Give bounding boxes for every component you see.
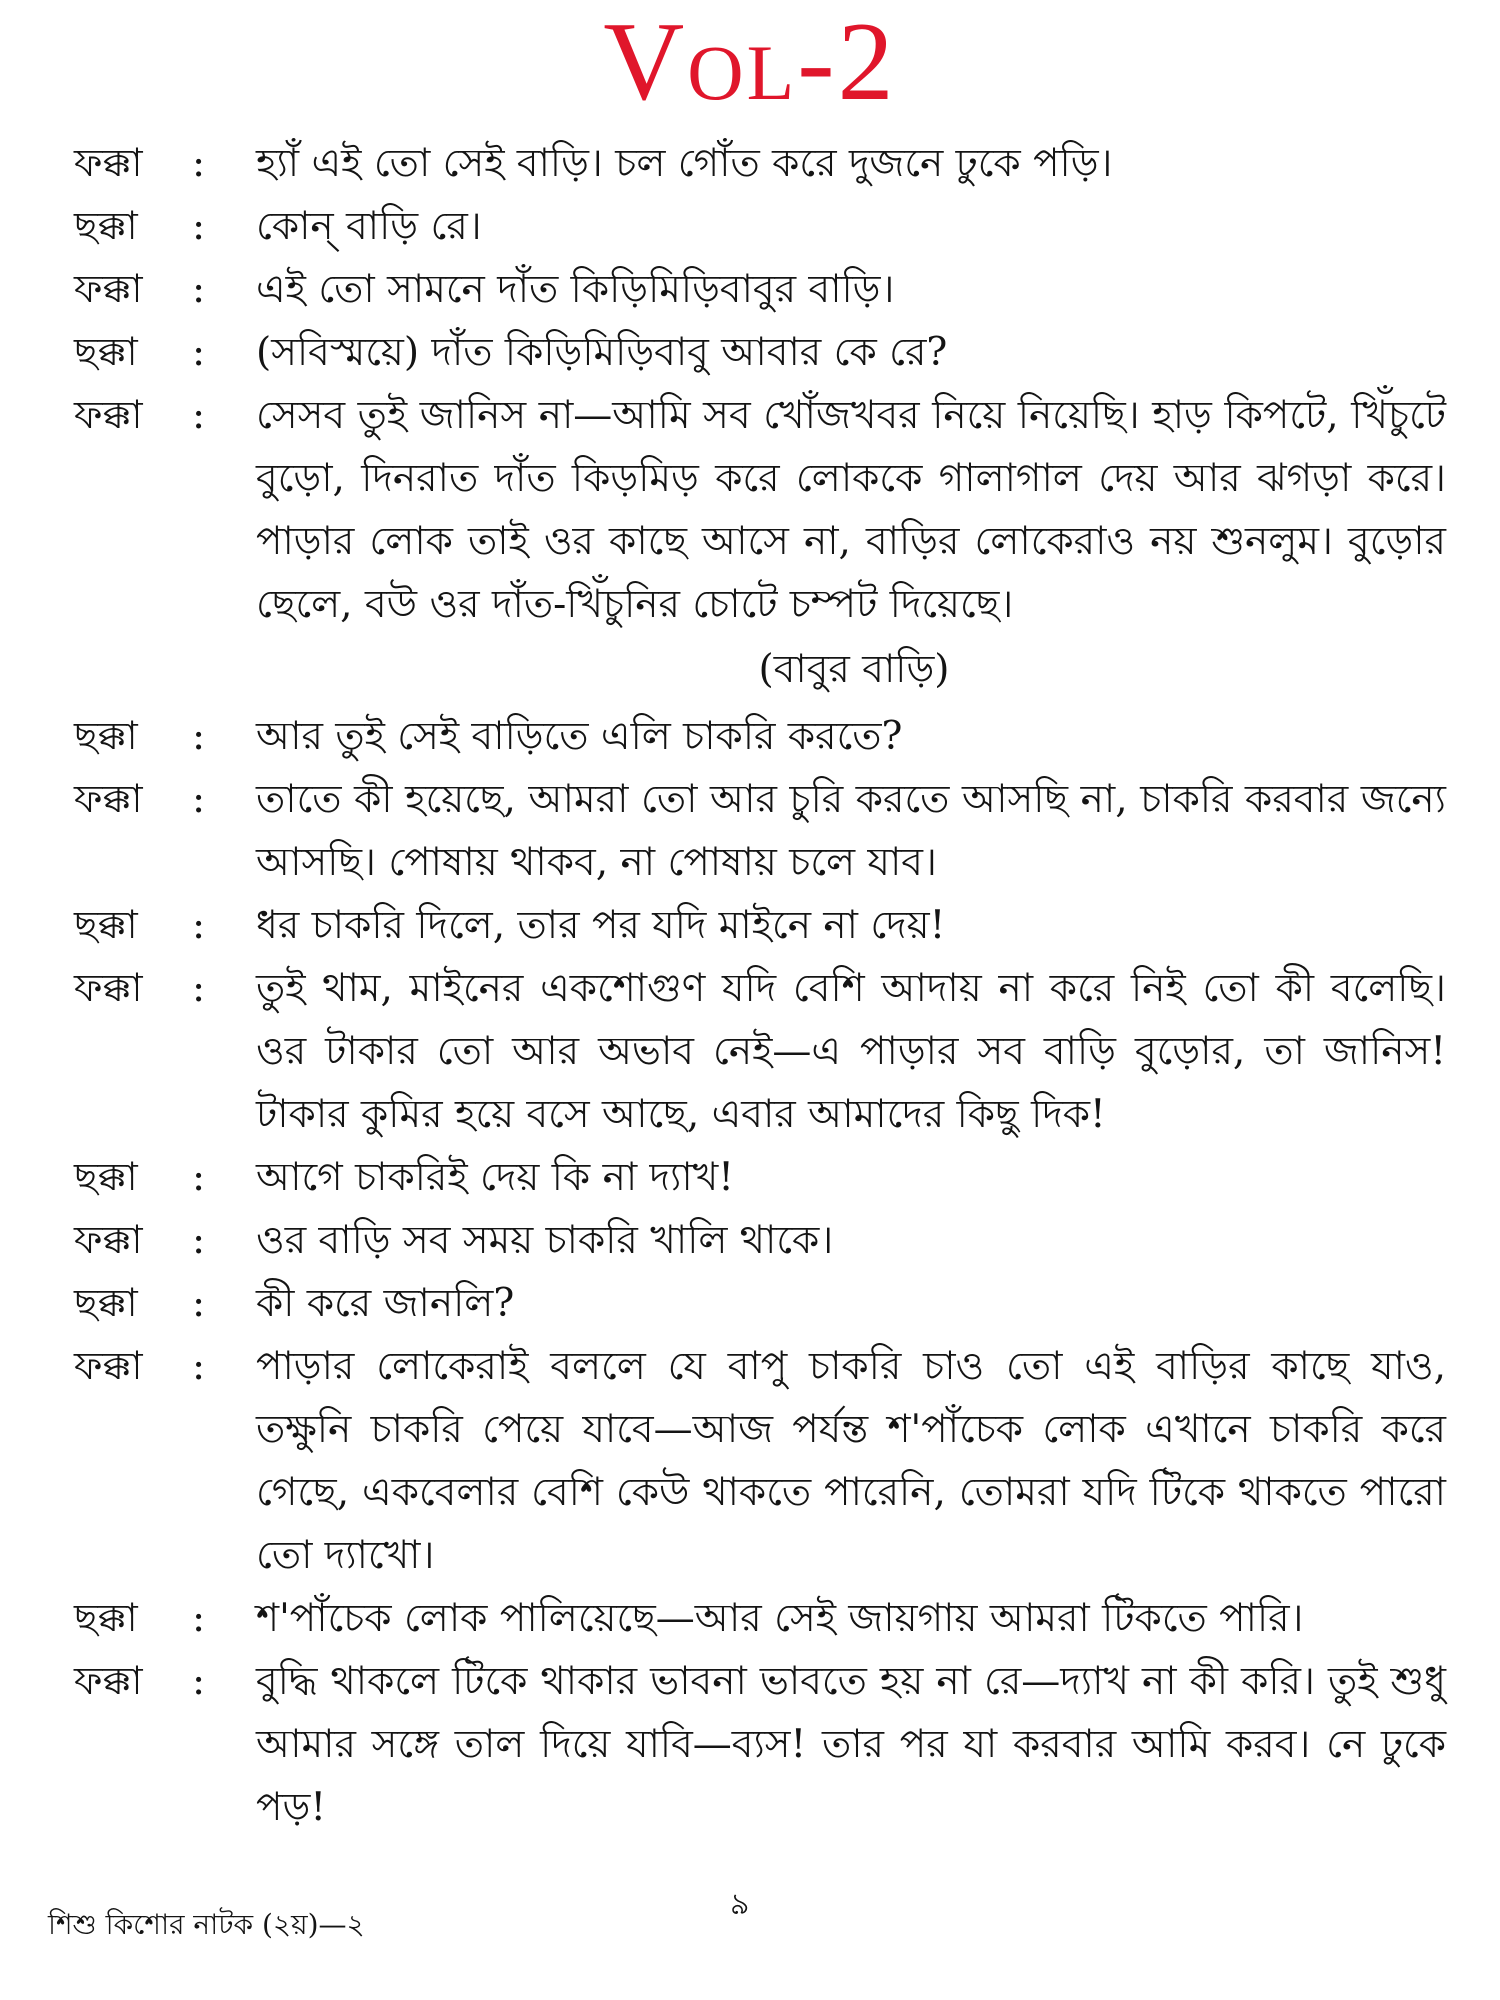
dialogue-text: সেসব তুই জানিস না—আমি সব খোঁজখবর নিয়ে নিয়েছি। হাড় কিপটে, খিঁচুটে বুড়ো, দিনরাত দাঁত কিড়মিড় করে লোককে গালাগাল দেয় আর ঝগড়া করে। পাড়ার লোক তাই ওর কাছে আসে না, বাড়ির লোকেরাও নয় শুনলুম। বুড়োর ছেলে, বউ ওর দাঁত-খিঁচুনির চোটে চম্পট দিয়েছে।: [256, 393, 1446, 627]
dialogue-line: [74, 768, 1454, 894]
speaker-name: ছক্কা: [74, 330, 138, 375]
dialogue-text: ধর চাকরি দিলে, তার পর যদি মাইনে না দেয়!: [256, 903, 946, 948]
dialogue-line: [74, 1209, 1454, 1272]
dialogue-line: [74, 1650, 1454, 1839]
speaker-name: ফক্কা: [74, 141, 143, 186]
dialogue-text: (সবিস্ময়ে) দাঁত কিড়িমিড়িবাবু আবার কে রে?: [256, 330, 948, 375]
speaker-colon: :: [192, 330, 206, 375]
dialogue-line: [74, 705, 1454, 768]
dialogue-line: [74, 258, 1454, 321]
speaker-name: ছক্কা: [74, 1281, 138, 1326]
speaker-name: ছক্কা: [74, 1155, 138, 1200]
speaker-name: ছক্কা: [74, 204, 138, 249]
book-title-footer: শিশু কিশোর নাটক (২য়)—২: [48, 1908, 365, 1941]
speaker-colon: :: [192, 267, 206, 312]
dialogue-text: তাতে কী হয়েছে, আমরা তো আর চুরি করতে আসছি না, চাকরি করবার জন্যে আসছি। পোষায় থাকব, না পোষায় চলে যাব।: [256, 777, 1446, 885]
speaker-colon: :: [192, 393, 206, 438]
speaker-name: ফক্কা: [74, 267, 143, 312]
speaker-name: ফক্কা: [74, 393, 143, 438]
dialogue-line: [74, 1272, 1454, 1335]
dialogue-line: [74, 894, 1454, 957]
dialogue-text: হ্যাঁ এই তো সেই বাড়ি। চল গোঁত করে দুজনে ঢুকে পড়ি।: [256, 141, 1113, 186]
speaker-name: ফক্কা: [74, 966, 143, 1011]
dialogue-text: ওর বাড়ি সব সময় চাকরি খালি থাকে।: [256, 1218, 834, 1263]
speaker-name: ফক্কা: [74, 777, 143, 822]
speaker-colon: :: [192, 1155, 206, 1200]
stage-direction: (বাবুর বাড়ি): [758, 647, 950, 692]
speaker-colon: :: [192, 777, 206, 822]
speaker-colon: :: [192, 1596, 206, 1641]
speaker-colon: :: [192, 966, 206, 1011]
speaker-colon: :: [192, 903, 206, 948]
speaker-colon: :: [192, 1218, 206, 1263]
dialogue-line: [74, 1146, 1454, 1209]
speaker-colon: :: [192, 141, 206, 186]
speaker-colon: :: [192, 204, 206, 249]
speaker-name: ছক্কা: [74, 903, 138, 948]
dialogue-text: শ'পাঁচেক লোক পালিয়েছে—আর সেই জায়গায় আমরা টিকতে পারি।: [256, 1596, 1304, 1641]
dialogue-text: বুদ্ধি থাকলে টিকে থাকার ভাবনা ভাবতে হয় না রে—দ্যাখ না কী করি। তুই শুধু আমার সঙ্গে তাল দিয়ে যাবি—ব্যস! তার পর যা করবার আমি করব। নে ঢুকে পড়!: [256, 1659, 1446, 1830]
dialogue-text: কী করে জানলি?: [256, 1281, 515, 1326]
speaker-colon: :: [192, 1659, 206, 1704]
speaker-name: ফক্কা: [74, 1218, 143, 1263]
speaker-name: ছক্কা: [74, 714, 138, 759]
speaker-name: ছক্কা: [74, 1596, 138, 1641]
dialogue-line: [74, 195, 1454, 258]
dialogue-line: [74, 384, 1454, 636]
dialogue-block: [74, 132, 1454, 1839]
dialogue-text: তুই থাম, মাইনের একশোগুণ যদি বেশি আদায় না করে নিই তো কী বলেছি। ওর টাকার তো আর অভাব নেই—এ পাড়ার সব বাড়ি বুড়োর, তা জানিস! টাকার কুমির হয়ে বসে আছে, এবার আমাদের কিছু দিক!: [256, 966, 1446, 1137]
dialogue-line: [74, 321, 1454, 384]
speaker-colon: :: [192, 1344, 206, 1389]
dialogue-text: এই তো সামনে দাঁত কিড়িমিড়িবাবুর বাড়ি।: [256, 267, 895, 312]
speaker-name: ফক্কা: [74, 1344, 143, 1389]
dialogue-text: আর তুই সেই বাড়িতে এলি চাকরি করতে?: [256, 714, 903, 759]
dialogue-line: [74, 1335, 1454, 1587]
speaker-name: ফক্কা: [74, 1659, 143, 1704]
dialogue-line: [74, 132, 1454, 195]
dialogue-text: কোন্ বাড়ি রে।: [256, 204, 482, 249]
dialogue-text: আগে চাকরিই দেয় কি না দ্যাখ!: [256, 1155, 734, 1200]
page-title: Vol-2: [603, 0, 897, 124]
speaker-colon: :: [192, 1281, 206, 1326]
dialogue-line: [74, 1587, 1454, 1650]
dialogue-line: [74, 957, 1454, 1146]
page-number: ৯: [730, 1887, 750, 1922]
speaker-colon: :: [192, 714, 206, 759]
dialogue-text: পাড়ার লোকেরাই বললে যে বাপু চাকরি চাও তো এই বাড়ির কাছে যাও, তক্ষুনি চাকরি পেয়ে যাবে—আজ পর্যন্ত শ'পাঁচেক লোক এখানে চাকরি করে গেছে, একবেলার বেশি কেউ থাকতে পারেনি, তোমরা যদি টিকে থাকতে পারো তো দ্যাখো।: [256, 1344, 1446, 1578]
